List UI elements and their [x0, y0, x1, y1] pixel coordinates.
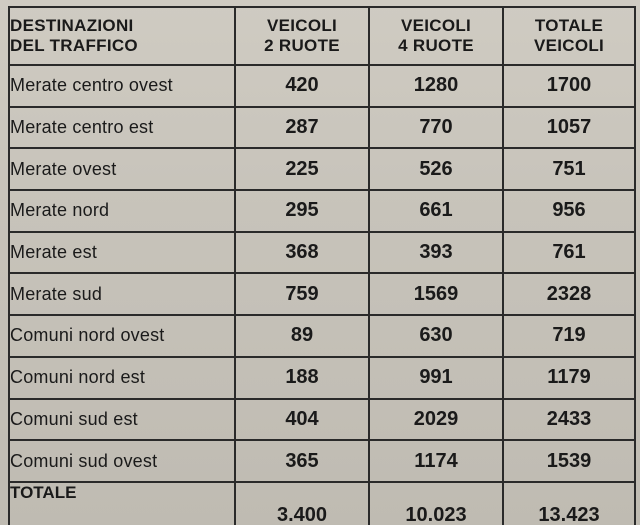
cell-four-wheel: 1174 [369, 440, 503, 482]
table-row [9, 107, 635, 149]
cell-four-wheel: 770 [369, 107, 503, 149]
header-total-line1: TOTALE [534, 16, 604, 35]
totals-two-wheel: 3.400 [235, 482, 369, 525]
cell-destination: Comuni sud ovest [9, 440, 235, 482]
table-row [9, 440, 635, 482]
cell-two-wheel: 188 [235, 357, 369, 399]
header-destination-line1: DESTINAZIONI [10, 16, 134, 35]
cell-destination: Merate est [9, 232, 235, 274]
cell-total: 956 [503, 190, 635, 232]
cell-destination: Merate centro ovest [9, 65, 235, 107]
cell-total: 719 [503, 315, 635, 357]
header-two-wheel-line1: VEICOLI [266, 16, 338, 35]
header-destination [9, 7, 235, 65]
cell-destination: Merate nord [9, 190, 235, 232]
cell-two-wheel: 89 [235, 315, 369, 357]
cell-two-wheel: 759 [235, 273, 369, 315]
header-four-wheel-line1: VEICOLI [400, 16, 472, 35]
table-row [9, 357, 635, 399]
table-row [9, 315, 635, 357]
cell-two-wheel: 365 [235, 440, 369, 482]
header-four-wheel [369, 7, 503, 65]
cell-four-wheel: 1569 [369, 273, 503, 315]
cell-four-wheel: 526 [369, 148, 503, 190]
cell-two-wheel: 420 [235, 65, 369, 107]
table-row [9, 190, 635, 232]
totals-four-wheel: 10.023 [369, 482, 503, 525]
table-row [9, 148, 635, 190]
totals-total: 13.423 [503, 482, 635, 525]
header-destination-line2: DEL TRAFFICO [10, 36, 138, 55]
header-two-wheel-line2: 2 RUOTE [264, 36, 340, 55]
table-row [9, 232, 635, 274]
table-row [9, 65, 635, 107]
cell-four-wheel: 630 [369, 315, 503, 357]
cell-total: 1539 [503, 440, 635, 482]
header-row [9, 7, 635, 65]
totals-row [9, 482, 635, 525]
header-total-line2: VEICOLI [533, 36, 605, 55]
cell-four-wheel: 991 [369, 357, 503, 399]
cell-total: 1179 [503, 357, 635, 399]
cell-destination: Merate sud [9, 273, 235, 315]
header-two-wheel [235, 7, 369, 65]
cell-destination: Merate ovest [9, 148, 235, 190]
totals-label: TOTALE [9, 482, 235, 525]
cell-destination: Comuni nord est [9, 357, 235, 399]
cell-total: 1057 [503, 107, 635, 149]
cell-four-wheel: 393 [369, 232, 503, 274]
cell-two-wheel: 225 [235, 148, 369, 190]
cell-total: 2328 [503, 273, 635, 315]
cell-total: 1700 [503, 65, 635, 107]
cell-two-wheel: 368 [235, 232, 369, 274]
cell-total: 761 [503, 232, 635, 274]
cell-destination: Comuni sud est [9, 399, 235, 441]
header-total [503, 7, 635, 65]
cell-four-wheel: 661 [369, 190, 503, 232]
cell-two-wheel: 287 [235, 107, 369, 149]
table-row [9, 273, 635, 315]
cell-two-wheel: 404 [235, 399, 369, 441]
cell-destination: Merate centro est [9, 107, 235, 149]
cell-destination: Comuni nord ovest [9, 315, 235, 357]
cell-total: 2433 [503, 399, 635, 441]
traffic-table [8, 6, 636, 525]
header-four-wheel-line2: 4 RUOTE [398, 36, 474, 55]
cell-four-wheel: 2029 [369, 399, 503, 441]
table-row [9, 399, 635, 441]
cell-two-wheel: 295 [235, 190, 369, 232]
cell-four-wheel: 1280 [369, 65, 503, 107]
cell-total: 751 [503, 148, 635, 190]
